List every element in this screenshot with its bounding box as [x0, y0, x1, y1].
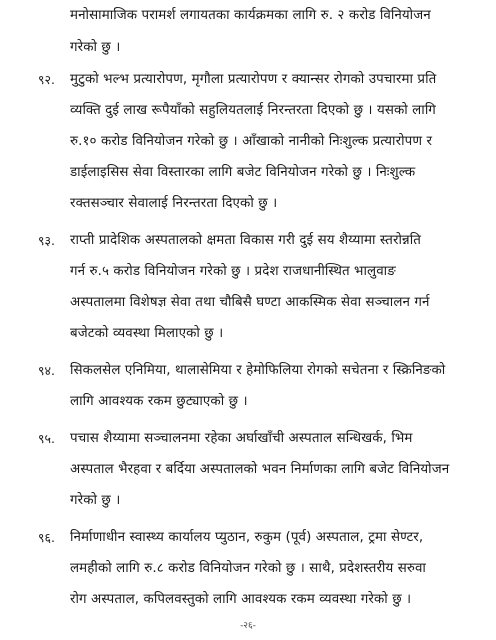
paragraph-line: गरेको छु ।: [70, 40, 121, 55]
paragraph-line: रोग अस्पताल, कपिलवस्तुको लागि आवश्यक रकम व्यवस्था गरेको छु ।: [70, 592, 412, 607]
paragraph-line: बजेटको व्यवस्था मिलाएको छु ।: [70, 326, 224, 341]
paragraph-number: ९४.: [38, 363, 55, 378]
paragraph-line: अस्पतालमा विशेषज्ञ सेवा तथा चौबिसै घण्टा आकस्मिक सेवा सञ्चालन गर्न: [70, 295, 430, 310]
paragraph-line: गर्न रु.५ करोड विनियोजन गरेको छु । प्रदेश राजधानीस्थित भालुवाङ: [70, 264, 396, 279]
paragraph-line: रु.१० करोड विनियोजन गरेको छु । आँखाको नानीको निःशुल्क प्रत्यारोपण र: [70, 134, 433, 149]
paragraph-number: ९५.: [38, 431, 55, 446]
paragraph-line: निर्माणाधीन स्वास्थ्य कार्यालय प्युठान, रुकुम (पूर्व) अस्पताल, ट्रमा सेण्टर,: [70, 530, 424, 545]
paragraph-line: गरेको छु ।: [70, 493, 121, 508]
paragraph-line: राप्ती प्रादेशिक अस्पतालको क्षमता विकास गरी दुई सय शैय्यामा स्तरोन्नति: [70, 233, 421, 248]
paragraph-number: ९२.: [38, 72, 55, 87]
paragraph-line: लमहीको लागि रु.८ करोड विनियोजन गरेको छु । साथै, प्रदेशस्तरीय सरुवा: [70, 561, 426, 576]
paragraph-number: ९६.: [38, 530, 55, 545]
paragraph-line: सिकलसेल एनिमिया, थालासेमिया र हेमोफिलिया रोगको सचेतना र स्क्रिनिङको: [70, 363, 446, 378]
paragraph-line: मुटुको भल्भ प्रत्यारोपण, मृगौला प्रत्यारोपण र क्यान्सर रोगको उपचारमा प्रति: [70, 72, 437, 87]
paragraph-line: डाईलाइसिस सेवा विस्तारका लागि बजेट विनियोजन गरेको छु । निःशुल्क: [70, 165, 416, 180]
paragraph-line: लागि आवश्यक रकम छुट्याएको छु ।: [70, 394, 248, 409]
paragraph-line: व्यक्ति दुई लाख रूपैयाँको सहुलियतलाई निरन्तरता दिएको छु । यसको लागि: [70, 103, 436, 118]
paragraph-line: अस्पताल भैरहवा र बर्दिया अस्पतालको भवन निर्माणका लागि बजेट विनियोजन: [70, 462, 450, 477]
page-number: -२६-: [240, 621, 256, 631]
paragraph-line: मनोसामाजिक परामर्श लगायतका कार्यक्रमका लागि रु. २ करोड विनियोजन: [70, 8, 431, 23]
paragraph-line: रक्तसञ्चार सेवालाई निरन्तरता दिएको छु ।: [70, 196, 278, 211]
paragraph-line: पचास शैय्यामा सञ्चालनमा रहेका अर्घाखाँची अस्पताल सन्धिखर्क, भिम: [70, 431, 413, 446]
paragraph-number: ९३.: [38, 233, 55, 248]
